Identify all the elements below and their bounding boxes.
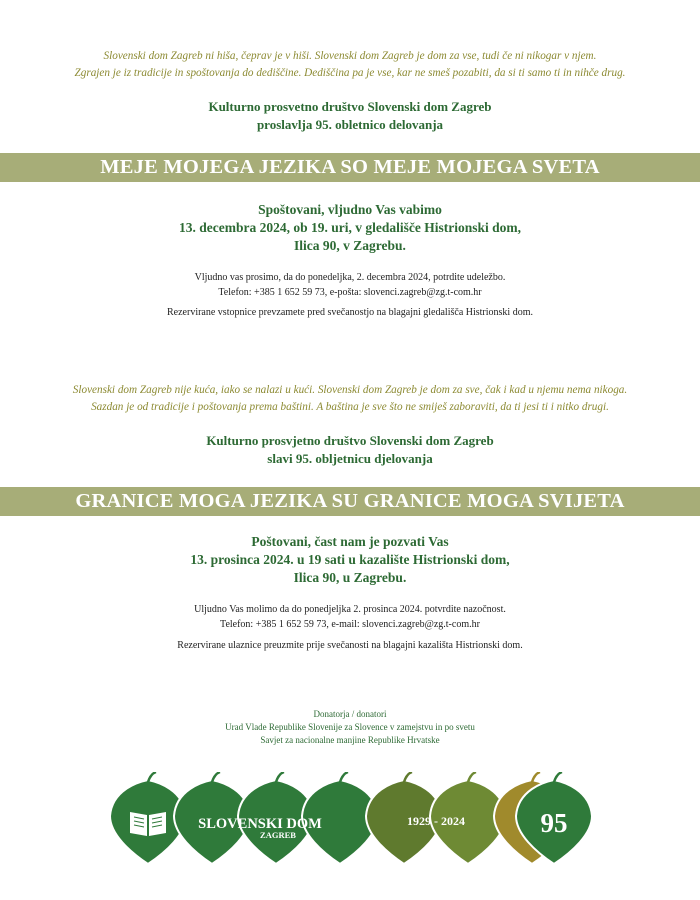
croatian-motto-line-1: Slovenski dom Zagreb nije kuća, iako se nalazi u kući. Slovenski dom Zagreb je dom za sve, čak i kad u njemu nema nikoga. (72, 384, 628, 396)
croatian-society-heading (0, 432, 700, 468)
croatian-motto (0, 382, 700, 416)
slovenian-invitation-line-2: 13. decembra 2024, ob 19. uri, v gledališče Histrionski dom, (179, 220, 521, 235)
croatian-rsvp-line-1: Uljudno Vas molimo da do ponedjeljka 2. prosinca 2024. potvrdite nazočnost. (194, 604, 506, 615)
slovenski-dom-leaves-logo (100, 772, 600, 872)
croatian-rsvp-line-2: Telefon: +385 1 652 59 73, e-mail: slovenci.zagreb@zg.t-com.hr (220, 619, 480, 630)
slovenian-society-line-2: proslavlja 95. obletnico delovanja (256, 117, 444, 132)
slovenian-rsvp (0, 270, 700, 300)
slovenian-invitation-line-3: Ilica 90, v Zagrebu. (294, 238, 406, 253)
croatian-invitation-line-1: Poštovani, čast nam je pozvati Vas (251, 534, 449, 549)
donors-block (0, 708, 700, 747)
slovenian-banner: MEJE MOJEGA JEZIKA SO MEJE MOJEGA SVETA (0, 153, 700, 182)
logo-anniversary-number: 95 (540, 808, 568, 838)
slovenian-rsvp-line-2: Telefon: +385 1 652 59 73, e-pošta: slovenci.zagreb@zg.t-com.hr (218, 287, 482, 298)
croatian-rsvp (0, 602, 700, 632)
croatian-invitation-line-2: 13. prosinca 2024. u 19 sati u kazalište Histrionski dom, (190, 552, 510, 567)
croatian-tickets-note: Rezervirane ulaznice preuzmite prije svečanosti na blagajni kazališta Histrionski dom. (177, 640, 523, 651)
slovenian-society-heading (0, 98, 700, 134)
slovenian-motto-line-1: Slovenski dom Zagreb ni hiša, čeprav je v hiši. Slovenski dom Zagreb je dom za vse, tudi če ni nikogar v njem. (103, 50, 597, 62)
croatian-banner: GRANICE MOGA JEZIKA SU GRANICE MOGA SVIJETA (0, 487, 700, 516)
donor-croatia: Savjet za nacionalne manjine Republike Hrvatske (260, 735, 440, 745)
slovenian-society-line-1: Kulturno prosvetno društvo Slovenski dom Zagreb (208, 99, 492, 114)
slovenian-motto-line-2: Zgrajen je iz tradicije in spoštovanja do dediščine. Dediščina pa je vse, kar ne smeš pozabiti, da si ti samo ti in nihče drug. (74, 67, 626, 79)
slovenian-rsvp-line-1: Vljudno vas prosimo, da do ponedeljka, 2. decembra 2024, potrdite udeležbo. (194, 272, 506, 283)
slovenian-invitation-line-1: Spoštovani, vljudno Vas vabimo (258, 202, 442, 217)
logo-years: 1929 - 2024 (407, 814, 465, 828)
leaf-group (110, 772, 592, 864)
croatian-motto-line-2: Sazdan je od tradicije i poštovanja prema baštini. A baština je sve što ne smiješ zaboraviti, da ti jesi ti i nitko drugi. (91, 401, 609, 413)
croatian-society-line-2: slavi 95. obljetnicu djelovanja (267, 451, 433, 466)
logo-city: ZAGREB (260, 830, 296, 840)
croatian-invitation-line-3: Ilica 90, u Zagrebu. (293, 570, 407, 585)
slovenian-motto (0, 48, 700, 82)
croatian-society-line-1: Kulturno prosvjetno društvo Slovenski dom Zagreb (206, 433, 494, 448)
donors-heading: Donatorja / donatori (313, 709, 387, 719)
donor-slovenia: Urad Vlade Republike Slovenije za Slovence v zamejstvu in po svetu (225, 722, 475, 732)
logo-name: SLOVENSKI DOM (198, 816, 322, 832)
slovenian-tickets-note: Rezervirane vstopnice prevzamete pred svečanostjo na blagajni gledališča Histrionski dom. (167, 307, 533, 318)
slovenian-invitation (0, 201, 700, 255)
croatian-invitation (0, 533, 700, 587)
